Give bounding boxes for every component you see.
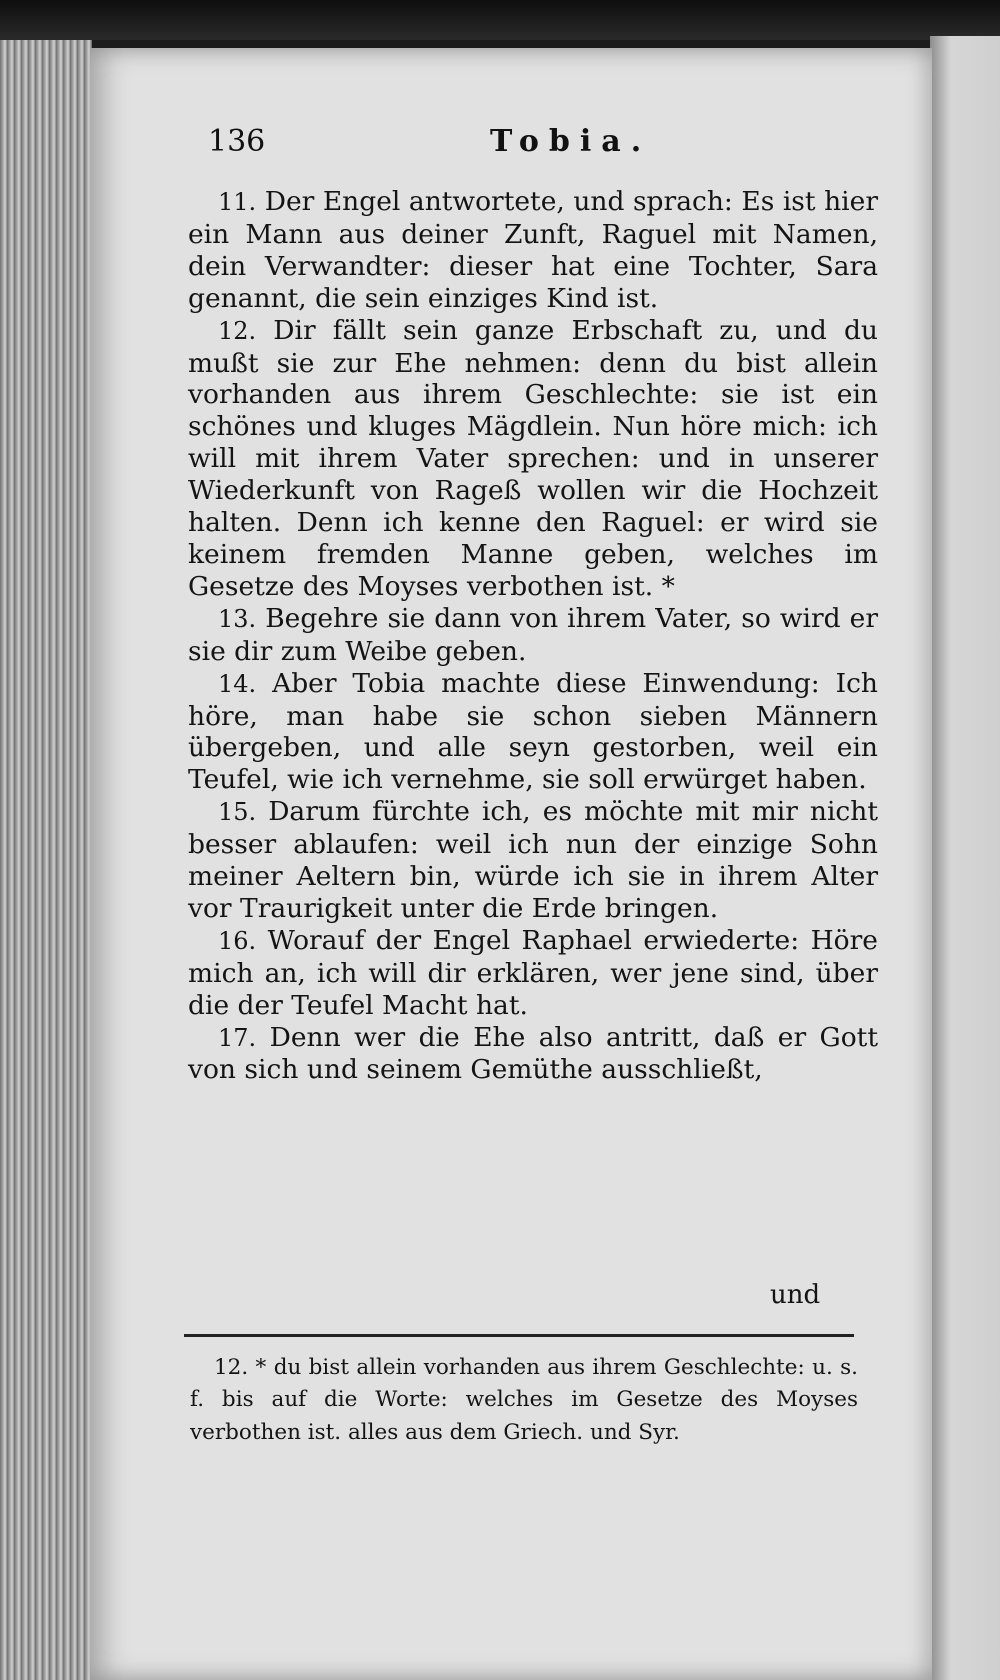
- verse-13: [188, 603, 878, 668]
- verse-number: 16.: [218, 926, 257, 955]
- facing-page-edge: [930, 36, 1000, 1680]
- main-text: [188, 186, 878, 1086]
- verse-number: 12.: [218, 316, 257, 345]
- verse-number: 15.: [218, 798, 257, 827]
- verse-text: Aber Tobia machte diese Einwendung: Ich höre, man habe sie schon sieben Männern übergeben, und alle seyn gestorben, weil ein Teufel, wie ich vernehme, sie soll erwürget haben.: [188, 667, 878, 796]
- verse-15: [188, 796, 878, 925]
- catchword: und: [770, 1280, 821, 1310]
- footnote: [190, 1352, 858, 1449]
- book-top-edge: [0, 0, 1000, 40]
- verse-text: Der Engel antwortete, und sprach: Es ist hier ein Mann aus deiner Zunft, Raguel mit Namen, dein Verwandter: dieser hat eine Tochter, Sara genannt, die sein einziges Kind ist.: [188, 186, 878, 314]
- footnote-number: 12. *: [214, 1355, 267, 1380]
- verse-16: [188, 925, 878, 1022]
- verse-12: [188, 315, 878, 603]
- verse-number: 14.: [218, 669, 257, 698]
- page-stack-left: [0, 40, 92, 1680]
- page-number: 136: [208, 124, 266, 159]
- footnote-rule: [184, 1334, 854, 1337]
- verse-number: 17.: [218, 1023, 257, 1052]
- verse-text: Worauf der Engel Raphael erwiederte: Höre mich an, ich will dir erklären, wer jene sind, über die der Teufel Macht hat.: [188, 924, 878, 1021]
- running-header: [208, 118, 898, 168]
- verse-14: [188, 668, 878, 797]
- verse-17: [188, 1022, 878, 1087]
- verse-11: [188, 186, 878, 315]
- verse-text: Begehre sie dann von ihrem Vater, so wird er sie dir zum Weibe geben.: [188, 602, 878, 667]
- verse-text: Darum fürchte ich, es möchte mit mir nicht besser ablaufen: weil ich nun der einzige Sohn meiner Aeltern bin, würde ich sie in ihrem Alter vor Traurigkeit unter die Erde bringen.: [188, 796, 878, 924]
- verse-text: Denn wer die Ehe also antritt, daß er Gott von sich und seinem Gemüthe ausschließt,: [188, 1021, 878, 1086]
- footnote-text: du bist allein vorhanden aus ihrem Geschlechte: u. s. f. bis auf die Worte: welches im Gesetze des Moyses verbothen ist. alles aus dem Griech. und Syr.: [190, 1355, 859, 1445]
- verse-number: 11.: [218, 188, 257, 216]
- verse-text: Dir fällt sein ganze Erbschaft zu, und du mußt sie zur Ehe nehmen: denn du bist allein vorhanden aus ihrem Geschlechte: sie ist ein schönes und kluges Mägdlein. Nun höre mich: ich will mit ihrem Vater sprechen: und in unserer Wiederkunft von Rageß wollen wir die Hochzeit halten. Denn ich kenne den Raguel: er wird sie keinem fremden Manne geben, welches im Gesetze des Moyses verbothen ist. *: [188, 314, 878, 602]
- verse-number: 13.: [218, 604, 257, 633]
- running-title: Tobia.: [490, 124, 652, 159]
